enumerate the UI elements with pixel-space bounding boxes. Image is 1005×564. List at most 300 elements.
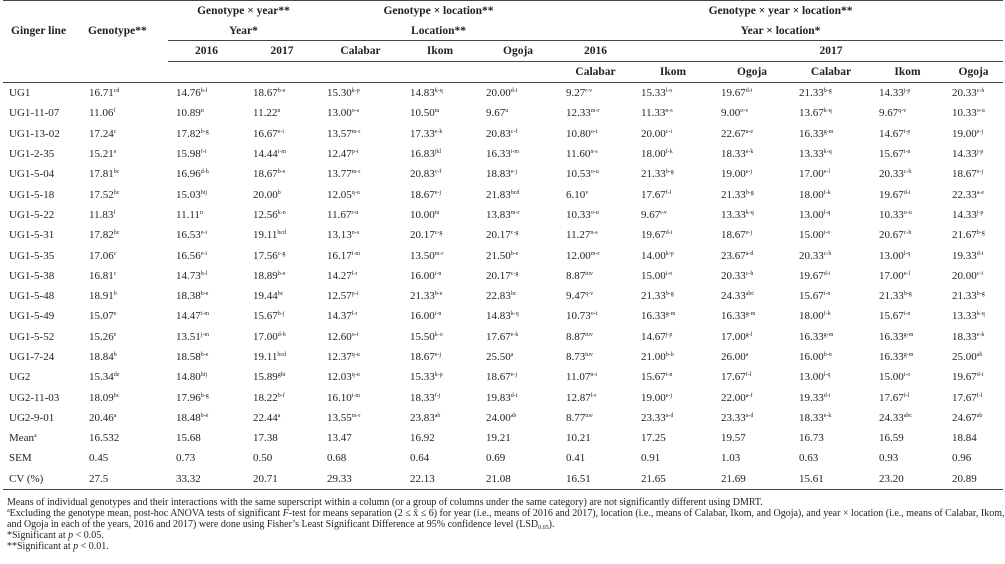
cell-superscript: m-r xyxy=(590,250,600,257)
cell-superscript: e-k xyxy=(823,412,832,419)
cell-value: 17.82 xyxy=(89,229,114,242)
cell-superscript: l-r xyxy=(351,270,358,277)
cell-superscript: b-e xyxy=(200,412,209,419)
table-cell xyxy=(791,103,871,123)
header-location: Location** xyxy=(319,21,558,41)
table-cell xyxy=(402,266,478,286)
cell-value: 23.33 xyxy=(721,411,746,424)
cell-superscript: l-o xyxy=(665,88,673,95)
cell-superscript: t-v xyxy=(660,209,667,216)
cell-superscript: b-g xyxy=(665,169,674,176)
table-cell xyxy=(478,164,558,184)
cell-value: 20.83 xyxy=(486,127,511,140)
cell-value: 20.46 xyxy=(89,411,114,424)
table-cell xyxy=(944,469,1003,490)
table-cell xyxy=(713,347,791,367)
table-cell xyxy=(871,387,944,407)
table-cell xyxy=(402,225,478,245)
cell-superscript: i-o xyxy=(665,270,673,277)
cell-superscript: e-j xyxy=(976,128,984,135)
cell-superscript: tuv xyxy=(585,331,593,338)
cell-superscript: tuv xyxy=(585,352,593,358)
row-label: UG1-11-07 xyxy=(9,107,60,120)
cell-value: 17.00 xyxy=(253,330,278,343)
cell-value: 15.00 xyxy=(641,269,666,282)
cell-superscript: f-i xyxy=(200,149,207,156)
header-spacer xyxy=(402,62,478,83)
table-cell xyxy=(558,266,633,286)
table-cell xyxy=(478,103,558,123)
footnote-lsd: $^a$Excluding the genotype mean, post-hoc ANOVA tests of significant F-test for means separation (2 ≤ x̄ ≤ 6) for year (i.e., means of 2016 and 2017), location (i.e., means of Calabar, Ikom, and Ogoja), and year × location (i.e., means of Calabar, Ikom, and Ogoja in each of the years, 2016 and 2017) were done using Fisher’s Least Significant Difference at 95% confidence level $(LSD_{0.05})$. xyxy=(7,508,1005,531)
cell-value: 13.33 xyxy=(721,208,746,221)
table-cell xyxy=(478,245,558,265)
cell-value: 18.38 xyxy=(176,290,201,303)
cell-value: 0.93 xyxy=(879,452,899,465)
cell-value: 15.21 xyxy=(89,148,114,161)
cell-value: 18.22 xyxy=(253,391,278,404)
table-cell xyxy=(713,408,791,428)
table-row xyxy=(3,225,1003,245)
summary-row xyxy=(3,469,1003,490)
cell-superscript: i-n xyxy=(823,291,831,298)
table-cell xyxy=(245,266,319,286)
cell-superscript: o-u xyxy=(590,209,599,216)
cell-superscript: l-r xyxy=(590,392,597,399)
table-cell xyxy=(168,448,245,468)
cell-value: 12.47 xyxy=(327,148,352,161)
cell-superscript: k-n xyxy=(277,209,286,216)
cell-superscript: i-m xyxy=(510,149,520,156)
cell-superscript: i-n xyxy=(434,270,442,277)
table-cell xyxy=(558,184,633,204)
cell-value: 29.33 xyxy=(327,472,352,485)
cell-value: 0.68 xyxy=(327,452,347,465)
table-cell xyxy=(168,245,245,265)
table-cell xyxy=(168,428,245,448)
cell-value: 12.37 xyxy=(327,351,352,363)
table-cell xyxy=(319,469,402,490)
cell-superscript: i-m xyxy=(277,149,287,156)
cell-value: 0.96 xyxy=(952,452,972,465)
cell-value: 17.81 xyxy=(89,168,114,181)
table-cell xyxy=(86,306,168,326)
cell-superscript: f-k xyxy=(823,311,831,318)
cell-superscript: b-f xyxy=(277,392,285,399)
cell-superscript: a xyxy=(510,352,514,358)
cell-superscript: bcd xyxy=(510,189,520,196)
cell-value: 18.89 xyxy=(253,269,278,282)
table-cell xyxy=(791,469,871,490)
cell-value: 17.00 xyxy=(721,330,746,343)
cell-value: 17.67 xyxy=(952,391,977,404)
cell-superscript: j-p xyxy=(976,149,984,156)
cell-superscript: o-u xyxy=(590,169,599,176)
cell-value: 17.00 xyxy=(799,168,824,181)
cell-superscript: e-j xyxy=(665,392,673,399)
cell-superscript: c-h xyxy=(745,270,754,277)
cell-value: 17.25 xyxy=(641,432,666,445)
cell-value: 20.17 xyxy=(486,229,511,242)
table-cell xyxy=(791,448,871,468)
cell-superscript: a xyxy=(113,412,117,419)
cell-superscript: k-q xyxy=(823,149,832,156)
table-cell xyxy=(871,367,944,387)
row-label: UG1-5-31 xyxy=(9,229,55,242)
cell-value: 13.57 xyxy=(327,127,352,140)
table-cell xyxy=(168,184,245,204)
cell-value: 21.50 xyxy=(486,249,511,262)
cell-superscript: f-l xyxy=(665,189,672,196)
table-cell xyxy=(633,327,713,347)
cell-value: 14.73 xyxy=(176,269,201,282)
cell-superscript: g-m xyxy=(903,352,914,358)
table-cell xyxy=(871,347,944,367)
cell-value: 12.00 xyxy=(566,249,591,262)
table-cell xyxy=(713,327,791,347)
cell-value: 12.60 xyxy=(327,330,352,343)
cell-superscript: e-k xyxy=(976,331,985,338)
table-cell xyxy=(791,266,871,286)
cell-value: 20.33 xyxy=(952,87,977,100)
table-cell xyxy=(713,124,791,144)
cell-value: 21.65 xyxy=(641,472,666,485)
cell-value: 20.71 xyxy=(253,472,278,485)
cell-value: 15.07 xyxy=(89,310,114,323)
cell-value: 17.67 xyxy=(879,391,904,404)
cell-value: 13.83 xyxy=(486,208,511,221)
cell-value: 13.00 xyxy=(799,208,824,221)
cell-value: 8.73 xyxy=(566,351,586,363)
table-cell xyxy=(558,245,633,265)
cell-superscript: a-d xyxy=(745,250,754,257)
cell-value: 10.00 xyxy=(410,208,435,221)
table-cell xyxy=(478,448,558,468)
cell-superscript: p-t xyxy=(351,149,359,156)
cell-superscript: i-m xyxy=(200,311,210,318)
header-spacer xyxy=(319,62,402,83)
table-cell xyxy=(791,245,871,265)
cell-value: 14.33 xyxy=(952,208,977,221)
cell-value: 1.03 xyxy=(721,452,741,465)
cell-superscript: o-u xyxy=(976,108,985,115)
cell-value: 11.60 xyxy=(566,148,591,161)
cell-value: 18.58 xyxy=(176,351,201,363)
table-cell xyxy=(478,387,558,407)
table-cell xyxy=(168,347,245,367)
table-cell xyxy=(478,83,558,104)
table-cell xyxy=(478,144,558,164)
cell-superscript: c xyxy=(113,270,117,277)
table-cell xyxy=(713,266,791,286)
table-cell xyxy=(478,306,558,326)
cell-superscript: a xyxy=(277,412,281,419)
table-cell xyxy=(944,306,1003,326)
cell-superscript: a-d xyxy=(745,412,754,419)
cell-value: 9.67 xyxy=(486,107,506,120)
cell-value: 17.56 xyxy=(253,249,278,262)
cell-value: 27.5 xyxy=(89,472,109,485)
cell-superscript: b xyxy=(113,291,117,298)
row-label: UG1-5-38 xyxy=(9,269,55,282)
table-cell xyxy=(944,184,1003,204)
cell-value: 16.59 xyxy=(879,432,904,445)
cell-value: 16.00 xyxy=(410,310,435,323)
table-cell xyxy=(245,124,319,144)
header-spacer xyxy=(245,62,319,83)
table-cell xyxy=(86,448,168,468)
table-cell xyxy=(478,408,558,428)
row-label: UG1-13-02 xyxy=(9,127,60,140)
cell-value: 20.00 xyxy=(486,87,511,100)
cell-superscript: f-l xyxy=(903,392,910,399)
cell-superscript: q-u xyxy=(351,372,360,379)
footnote-p001: **Significant at p < 0.01. xyxy=(7,541,109,552)
table-cell xyxy=(402,327,478,347)
table-cell xyxy=(633,245,713,265)
row-label: UG1-5-22 xyxy=(9,208,55,221)
table-cell xyxy=(944,428,1003,448)
table-cell xyxy=(402,306,478,326)
cell-superscript: k-q xyxy=(434,88,443,95)
cell-value: 14.44 xyxy=(253,148,278,161)
footnote-dmrt: Means of individual genotypes and their interactions with the same superscript within a column (or a group of columns under the same category) are not significantly different using DMRT. xyxy=(7,497,763,508)
cell-value: 10.53 xyxy=(566,168,591,181)
table-cell xyxy=(713,367,791,387)
cell-value: 23.83 xyxy=(410,411,435,424)
cell-value: 16.67 xyxy=(253,127,278,140)
cell-superscript: q-v xyxy=(898,108,907,115)
table-cell xyxy=(319,428,402,448)
cell-superscript: q-v xyxy=(585,291,594,298)
cell-value: 18.91 xyxy=(89,290,114,303)
cell-value: 15.61 xyxy=(799,472,824,485)
cell-superscript: c-h xyxy=(903,230,912,237)
cell-superscript: ab xyxy=(976,352,983,358)
cell-superscript: g-m xyxy=(903,331,914,338)
cell-superscript: m-r xyxy=(590,108,600,115)
table-cell xyxy=(86,245,168,265)
cell-superscript: m-r xyxy=(434,250,444,257)
table-cell xyxy=(871,428,944,448)
table-cell xyxy=(478,225,558,245)
cell-value: 18.33 xyxy=(410,391,435,404)
header-calabar: Calabar xyxy=(319,41,402,62)
cell-value: 21.67 xyxy=(952,229,977,242)
table-cell xyxy=(791,83,871,104)
cell-superscript: e-i xyxy=(200,230,208,237)
summary-label xyxy=(3,448,86,468)
cell-value: 23.33 xyxy=(641,411,666,424)
cell-superscript: k-p xyxy=(351,88,360,95)
header-spacer xyxy=(86,62,168,83)
cell-value: 17.67 xyxy=(721,371,746,384)
cell-value: 21.33 xyxy=(410,290,435,303)
cell-value: 20.17 xyxy=(410,229,435,242)
cell-superscript: c-h xyxy=(823,250,832,257)
cell-superscript: e xyxy=(113,149,117,156)
table-cell xyxy=(86,286,168,306)
cell-superscript: cd xyxy=(113,88,120,95)
cell-superscript: b-e xyxy=(510,250,519,257)
cell-value: 24.00 xyxy=(486,411,511,424)
cell-value: 23.20 xyxy=(879,472,904,485)
table-cell xyxy=(944,448,1003,468)
cell-value: 22.13 xyxy=(410,472,435,485)
cell-value: 15.98 xyxy=(176,148,201,161)
cell-value: 21.83 xyxy=(486,188,511,201)
table-cell xyxy=(168,225,245,245)
cell-superscript: l-q xyxy=(903,250,911,257)
cell-superscript: o-s xyxy=(351,108,360,115)
cell-superscript: b-g xyxy=(903,291,912,298)
cell-superscript: c-h xyxy=(976,88,985,95)
cell-value: 16.73 xyxy=(799,432,824,445)
table-cell xyxy=(713,469,791,490)
cell-superscript: c-h xyxy=(903,169,912,176)
table-cell xyxy=(245,164,319,184)
cell-superscript: c-g xyxy=(434,230,443,237)
table-row xyxy=(3,103,1003,123)
cell-value: 16.33 xyxy=(486,148,511,161)
table-cell xyxy=(319,286,402,306)
header-year-2017-right xyxy=(944,41,1003,62)
cell-value: 21.69 xyxy=(721,472,746,485)
table-cell xyxy=(633,428,713,448)
cell-value: 12.56 xyxy=(253,208,278,221)
table-row xyxy=(3,408,1003,428)
header-2016: 2016 xyxy=(168,41,245,62)
summary-label-text: CV (%) xyxy=(9,472,44,485)
table-cell xyxy=(944,245,1003,265)
cell-superscript: k-p xyxy=(434,372,443,379)
table-cell xyxy=(478,367,558,387)
header-year: Year* xyxy=(168,21,319,41)
cell-value: 17.52 xyxy=(89,188,114,201)
cell-value: 18.33 xyxy=(799,411,824,424)
table-cell xyxy=(944,266,1003,286)
cell-value: 15.00 xyxy=(879,371,904,384)
cell-value: 15.00 xyxy=(799,229,824,242)
cell-value: 20.00 xyxy=(641,127,666,140)
cell-value: 21.33 xyxy=(879,290,904,303)
header-ginger-line: Ginger line xyxy=(11,25,67,38)
cell-superscript: p-t xyxy=(351,291,359,298)
cell-value: 18.67 xyxy=(253,168,278,181)
cell-superscript: j-p xyxy=(903,88,911,95)
cell-superscript: q-u xyxy=(351,189,360,196)
table-cell xyxy=(871,448,944,468)
cell-value: 24.33 xyxy=(879,411,904,424)
table-row xyxy=(3,306,1003,326)
cell-value: 14.83 xyxy=(410,87,435,100)
cell-value: 0.91 xyxy=(641,452,661,465)
cell-superscript: bc xyxy=(113,392,120,399)
cell-superscript: e-k xyxy=(745,149,754,156)
cell-superscript: d-i xyxy=(823,392,831,399)
cell-superscript: c xyxy=(113,250,117,257)
cell-superscript: ab xyxy=(976,412,983,419)
table-cell xyxy=(86,225,168,245)
cell-superscript: f-l xyxy=(976,392,983,399)
cell-value: 23.67 xyxy=(721,249,746,262)
table-cell xyxy=(168,266,245,286)
cell-value: 10.73 xyxy=(566,310,591,323)
cell-superscript: e-j xyxy=(434,352,442,358)
header-year-2016: 2016 xyxy=(558,41,633,62)
cell-value: 13.33 xyxy=(799,148,824,161)
table-cell xyxy=(713,184,791,204)
table-cell xyxy=(944,327,1003,347)
cell-value: 20.83 xyxy=(410,168,435,181)
cell-value: 19.44 xyxy=(253,290,278,303)
header-ogoja-2016: Ogoja xyxy=(713,62,791,83)
cell-superscript: m-r xyxy=(351,128,361,135)
table-cell xyxy=(478,184,558,204)
table-cell xyxy=(319,184,402,204)
cell-value: 10.33 xyxy=(879,208,904,221)
cell-value: 21.33 xyxy=(952,290,977,303)
table-cell xyxy=(168,124,245,144)
cell-value: 19.67 xyxy=(952,371,977,384)
table-cell xyxy=(168,327,245,347)
cell-value: 14.67 xyxy=(641,330,666,343)
cell-value: 16.71 xyxy=(89,87,114,100)
cell-superscript: b-e xyxy=(200,352,209,358)
cell-value: 9.67 xyxy=(641,208,661,221)
cell-value: 18.00 xyxy=(799,310,824,323)
cell-superscript: c-i xyxy=(976,270,984,277)
table-cell xyxy=(633,367,713,387)
table-cell xyxy=(478,347,558,367)
table-cell xyxy=(168,469,245,490)
summary-row xyxy=(3,448,1003,468)
cell-value: 8.87 xyxy=(566,330,586,343)
cell-value: 19.57 xyxy=(721,432,746,445)
cell-superscript: m-r xyxy=(351,412,361,419)
table-cell xyxy=(791,347,871,367)
cell-superscript: abc xyxy=(903,412,913,419)
cell-superscript: n xyxy=(200,108,204,115)
cell-value: 19.67 xyxy=(721,87,746,100)
summary-label xyxy=(3,428,86,448)
cell-value: 16.00 xyxy=(410,269,435,282)
table-cell xyxy=(558,83,633,104)
cell-superscript: b-e xyxy=(434,291,443,298)
table-cell xyxy=(245,225,319,245)
row-label: UG1-5-52 xyxy=(9,330,55,343)
table-cell xyxy=(478,266,558,286)
cell-value: 24.33 xyxy=(721,290,746,303)
table-cell xyxy=(402,205,478,225)
table-cell xyxy=(319,245,402,265)
cell-value: 19.00 xyxy=(721,168,746,181)
table-cell xyxy=(319,266,402,286)
cell-superscript: hij xyxy=(200,372,208,379)
cell-superscript: d-h xyxy=(200,169,209,176)
cell-value: 14.37 xyxy=(327,310,352,323)
cell-value: 18.48 xyxy=(176,411,201,424)
cell-superscript: i-n xyxy=(903,149,911,156)
cell-superscript: d-i xyxy=(976,372,984,379)
table-cell xyxy=(791,408,871,428)
cell-value: 16.92 xyxy=(410,432,435,445)
cell-superscript: e-j xyxy=(745,169,753,176)
cell-value: 13.33 xyxy=(952,310,977,323)
table-cell xyxy=(319,408,402,428)
cell-value: 15.68 xyxy=(176,432,201,445)
cell-superscript: jkl xyxy=(434,149,442,156)
cell-value: 19.67 xyxy=(879,188,904,201)
